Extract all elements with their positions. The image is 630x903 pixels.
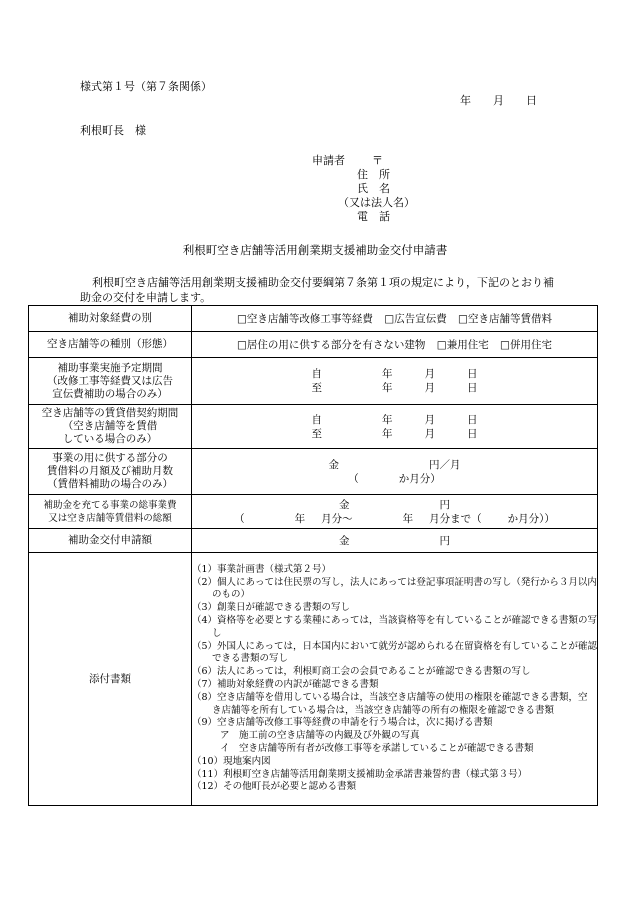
list-subitem: ア 施工前の空き店舗等の内観及び外観の写真	[220, 730, 420, 742]
intro-paragraph: 利根町空き店舗等活用創業期支援補助金交付要綱第７条第１項の規定により，下記のとおり補助金の交付を申請します。	[80, 276, 554, 304]
list-item: （10）現地案内図	[192, 755, 271, 767]
table-row	[29, 553, 598, 806]
lease-period-label: 空き店舗等の賃貸借契約期間 （空き店舗等を賃借 している場合のみ）	[29, 405, 192, 449]
list-item: （5）外国人にあっては，日本国内において就労が認められる在留資格を有していることが確認できる書類の写し	[192, 640, 597, 665]
total-cost-label: 補助金を充てる事業の総事業費 又は空き店舗等賃借料の総額	[29, 495, 192, 529]
checkbox-non-residential[interactable]: □居住の用に供する部分を有さない建物	[237, 338, 426, 351]
corp-name-label: （又は法人名）	[338, 196, 415, 209]
applicant-block	[312, 154, 432, 224]
phone-label: 電 話	[357, 210, 390, 223]
checkbox-attached-house[interactable]: □併用住宅	[500, 338, 552, 351]
table-row	[29, 529, 598, 553]
rent-value[interactable]: 金 円／月 （ か月分）	[192, 449, 598, 495]
lease-period-value[interactable]: 自 年 月 日 至 年 月 日	[192, 405, 598, 449]
list-item: （4）資格等を必要とする業種にあっては，当該資格等を有していることが確認できる書類の写し	[192, 615, 597, 639]
address-label: 住 所	[357, 168, 390, 181]
document-title: 利根町空き店舗等活用創業期支援補助金交付申請書	[182, 243, 448, 257]
table-row	[29, 405, 598, 449]
project-period-label: 補助事業実施予定期間 （改修工事等経費又は広告 宣伝費補助の場合のみ）	[29, 358, 192, 405]
checkbox-rent[interactable]: □空き店舗等賃借料	[458, 312, 552, 325]
expense-type-options	[192, 306, 598, 332]
list-item: （6）法人にあっては，利根町商工会の会員であることが確認できる書類の写し	[192, 666, 531, 678]
list-item: （3）創業日が確認できる書類の写し	[192, 602, 351, 614]
table-row	[29, 332, 598, 358]
list-item: （8）空き店舗等を借用している場合は，当該空き店舗等の使用の権限を確認できる書類，空き店舗等を所有している場合は，当該空き店舗等の所有の権限を確認できる書類	[192, 691, 588, 716]
attachments-label: 添付書類	[29, 553, 192, 806]
table-row	[29, 358, 598, 405]
project-period-value[interactable]: 自 年 月 日 至 年 月 日	[192, 358, 598, 405]
expense-type-label: 補助対象経費の別	[29, 306, 192, 332]
store-type-label: 空き店舗等の種別（形態）	[29, 332, 192, 358]
date-line: 年 月 日	[460, 94, 537, 107]
addressee: 利根町長 様	[80, 124, 146, 137]
table-row	[29, 449, 598, 495]
list-item: （2）個人にあっては住民票の写し，法人にあっては登記事項証明書の写し（発行から３月以内のもの）	[192, 576, 597, 601]
attachments-list	[192, 553, 598, 806]
application-table	[28, 305, 598, 806]
list-subitem: イ 空き店舗等所有者が改修工事等を承諾していることが確認できる書類	[220, 742, 534, 754]
applicant-label: 申請者	[312, 154, 345, 167]
list-item: （1）事業計画書（様式第２号）	[192, 563, 332, 575]
checkbox-renovation[interactable]: □空き店舗等改修工事等経費	[237, 312, 373, 325]
form-number: 様式第１号（第７条関係）	[80, 80, 212, 93]
table-row	[29, 495, 598, 529]
list-item: （11）利根町空き店舗等活用創業期支援補助金承諾書兼誓約書（様式第３号）	[192, 768, 528, 780]
request-amount-label: 補助金交付申請額	[29, 529, 192, 553]
list-item: （12）その他町長が必要と認める書類	[192, 781, 357, 793]
table-row	[29, 306, 598, 332]
list-item: （9）空き店舗等改修工事等経費の申請を行う場合は，次に掲げる書類	[192, 717, 493, 729]
checkbox-combined-house[interactable]: □兼用住宅	[436, 338, 489, 351]
name-label: 氏 名	[357, 182, 390, 195]
store-type-options	[192, 332, 598, 358]
list-item: （7）補助対象経費の内訳が確認できる書類	[192, 679, 379, 690]
rent-label: 事業の用に供する部分の 賃借料の月額及び補助月数 （賃借料補助の場合のみ）	[29, 449, 192, 495]
postal-mark: 〒	[372, 154, 383, 167]
request-amount-value[interactable]: 金 円	[192, 529, 598, 553]
checkbox-advertising[interactable]: □広告宣伝費	[384, 312, 447, 325]
total-cost-value[interactable]: 金 円 （ 年 月分～ 年 月分まで（ か月分））	[192, 495, 598, 529]
